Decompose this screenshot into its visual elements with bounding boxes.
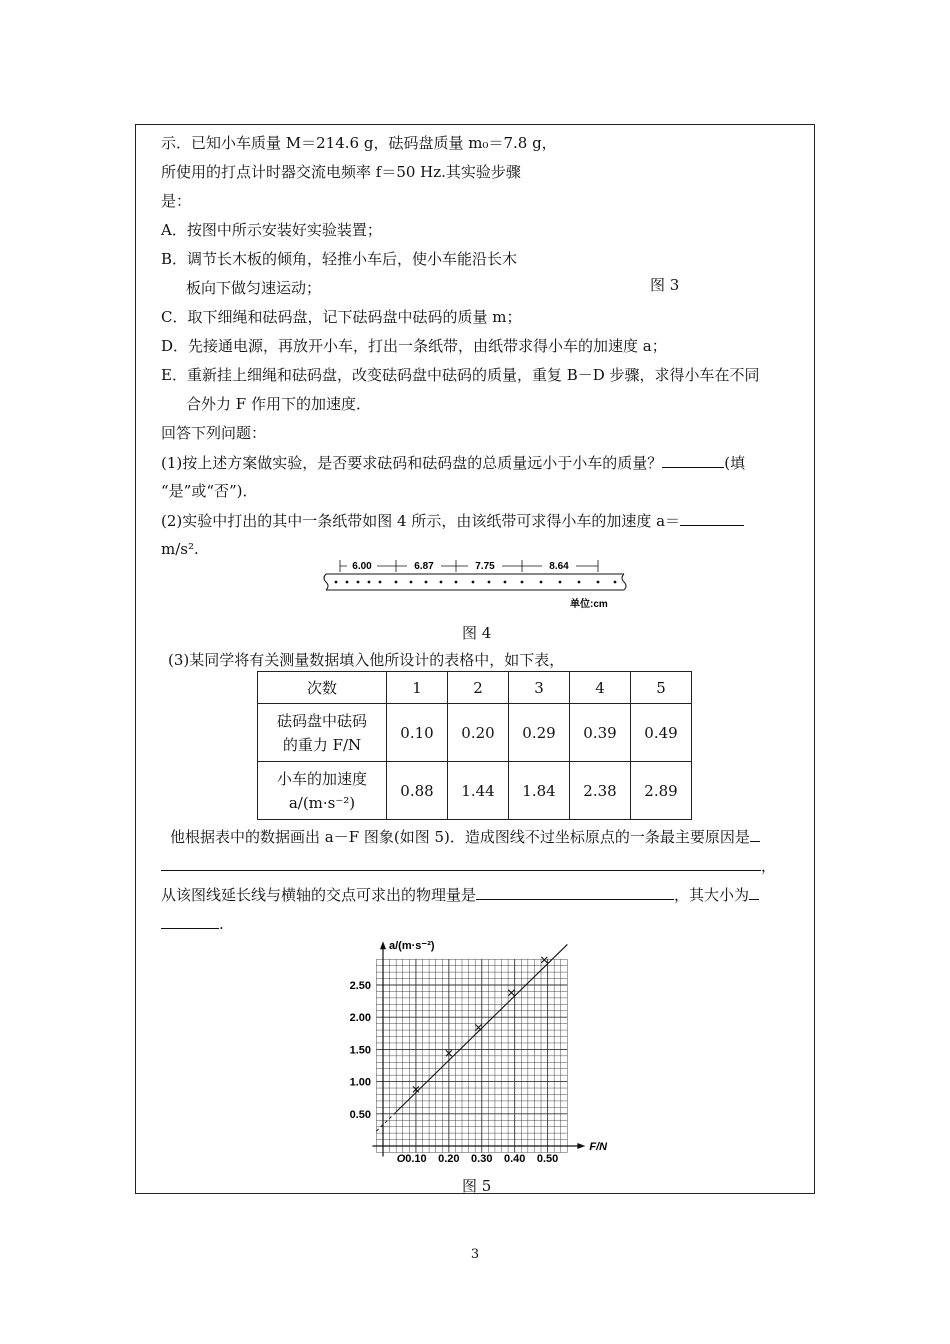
y-tick-label: 1.50 — [349, 1044, 371, 1057]
tape-segment-1: 6.00 — [352, 561, 372, 572]
question-3-part-4 — [161, 913, 224, 934]
data-table — [257, 671, 692, 820]
question-2 — [161, 510, 744, 531]
table-cell: 1.44 — [448, 762, 509, 820]
table-cell: 0.29 — [509, 704, 570, 762]
table-cell: 0.10 — [387, 704, 448, 762]
y-axis-arrow — [380, 941, 386, 949]
y-tick-label: 1.00 — [349, 1076, 371, 1089]
tape-segment-2: 6.87 — [414, 561, 434, 572]
table-row-label — [258, 704, 387, 762]
x-tick-label: 0.20 — [438, 1153, 460, 1165]
table-row-force — [258, 704, 692, 762]
y-tick-label: 0.50 — [349, 1108, 371, 1121]
step-d: D．先接通电源，再放开小车，打出一条纸带，由纸带求得小车的加速度 a； — [161, 337, 667, 355]
table-header-cell: 2 — [448, 672, 509, 704]
question-1-tail: (填 — [724, 454, 746, 472]
table-cell: 2.89 — [631, 762, 692, 820]
answer-heading: 回答下列问题： — [161, 424, 267, 442]
step-b-1: B．调节长木板的倾角，轻推小车后，使小车能沿长木 — [161, 250, 518, 268]
step-a: A．按图中所示安装好实验装置； — [161, 221, 382, 239]
question-1-text: (1)按上述方案做实验，是否要求砝码和砝码盘的总质量远小于小车的质量？ — [161, 454, 663, 472]
x-axis-arrow — [577, 1143, 585, 1149]
question-3-part-3 — [161, 884, 759, 905]
answer-blank-3[interactable] — [161, 855, 761, 871]
table-header-row — [258, 672, 692, 704]
step-e-1: E．重新挂上细绳和砝码盘，改变砝码盘中砝码的质量，重复 B－D 步骤，求得小车在不同 — [161, 366, 760, 384]
table-cell: 2.38 — [570, 762, 631, 820]
row-label-line: 小车的加速度 — [276, 769, 367, 788]
tape-unit: 单位:cm — [570, 599, 608, 610]
question-3: (3)某同学将有关测量数据填入他所设计的表格中，如下表， — [168, 651, 565, 669]
question-3-part-1-text: 他根据表中的数据画出 a－F 图象(如图 5)．造成图线不过坐标原点的一条最主要原因是 — [170, 828, 750, 846]
intro-line-3: 是： — [161, 192, 192, 210]
question-2-text: (2)实验中打出的其中一条纸带如图 4 所示，由该纸带可求得小车的加速度 a＝ — [161, 512, 681, 530]
data-point — [541, 957, 547, 963]
table-header-cell: 4 — [570, 672, 631, 704]
y-tick-label: 2.50 — [349, 980, 371, 992]
answer-blank-1[interactable] — [662, 452, 724, 468]
table-header-cell: 次数 — [258, 672, 387, 704]
chart-marks — [376, 944, 567, 1131]
fit-line-extension — [376, 1112, 396, 1131]
row-label-line: 的重力 F/N — [282, 735, 362, 754]
table-row-acceleration — [258, 762, 692, 820]
tape-segment-4: 8.64 — [549, 561, 569, 572]
table-header-cell: 1 — [387, 672, 448, 704]
table-cell: 0.49 — [631, 704, 692, 762]
intro-line-1: 示．已知小车质量 M＝214.6 g，砝码盘质量 m₀＝7.8 g， — [161, 134, 557, 152]
question-1 — [161, 452, 745, 473]
figure-5-chart — [335, 928, 625, 1168]
page-number: 3 — [470, 1247, 480, 1262]
step-c: C．取下细绳和砝码盘，记下砝码盘中砝码的质量 m； — [161, 308, 522, 326]
row-label-line: 砝码盘中砝码 — [276, 711, 367, 730]
table-cell: 1.84 — [509, 762, 570, 820]
question-1-options: “是”或“否”)． — [161, 482, 258, 500]
table-header-cell: 5 — [631, 672, 692, 704]
tape-dots — [335, 581, 617, 584]
table-header-cell: 3 — [509, 672, 570, 704]
answer-blank-2[interactable] — [680, 510, 744, 526]
step-b-2: 板向下做匀速运动； — [186, 279, 322, 297]
y-tick-label: 2.00 — [349, 1012, 371, 1025]
question-3-part-2 — [161, 855, 776, 876]
intro-line-2: 所使用的打点计时器交流电频率 f＝50 Hz.其实验步骤 — [161, 163, 521, 181]
answer-blank-5[interactable] — [161, 913, 219, 929]
figure-3-caption: 图 3 — [650, 276, 680, 294]
x-tick-label: 0.50 — [536, 1153, 559, 1165]
data-point — [475, 1025, 481, 1031]
period: . — [219, 915, 224, 933]
answer-blank-5-start[interactable] — [749, 884, 759, 900]
x-tick-label: 0.40 — [503, 1153, 526, 1165]
chart-axes — [350, 940, 609, 1165]
figure-4-paper-tape — [318, 550, 633, 612]
table-cell: 0.20 — [448, 704, 509, 762]
tape-segment-3: 7.75 — [475, 561, 495, 572]
table-cell: 0.39 — [570, 704, 631, 762]
step-e-2: 合外力 F 作用下的加速度． — [186, 395, 371, 413]
chart-grid — [376, 959, 567, 1152]
x-tick-label: 0.10 — [405, 1153, 427, 1165]
y-axis-label: a/(m·s⁻²) — [389, 940, 435, 953]
row-label-line: a/(m·s⁻²) — [288, 793, 356, 812]
data-point — [508, 990, 514, 996]
question-3-part-1 — [170, 826, 760, 847]
question-3-part-3-mid: ，其大小为 — [674, 886, 750, 904]
figure-4-caption: 图 4 — [462, 624, 492, 642]
table-cell: 0.88 — [387, 762, 448, 820]
x-tick-label: 0.30 — [471, 1153, 493, 1165]
table-row-label — [258, 762, 387, 820]
comma: ， — [761, 857, 777, 875]
answer-blank-3-start[interactable] — [750, 826, 760, 842]
origin-label: O — [396, 1153, 406, 1165]
question-2-unit: m/s². — [161, 540, 199, 558]
figure-5-caption: 图 5 — [462, 1177, 492, 1195]
question-3-part-3-text: 从该图线延长线与横轴的交点可求出的物理量是 — [161, 886, 477, 904]
x-axis-label: F/N — [589, 1141, 608, 1153]
answer-blank-4[interactable] — [476, 884, 674, 900]
